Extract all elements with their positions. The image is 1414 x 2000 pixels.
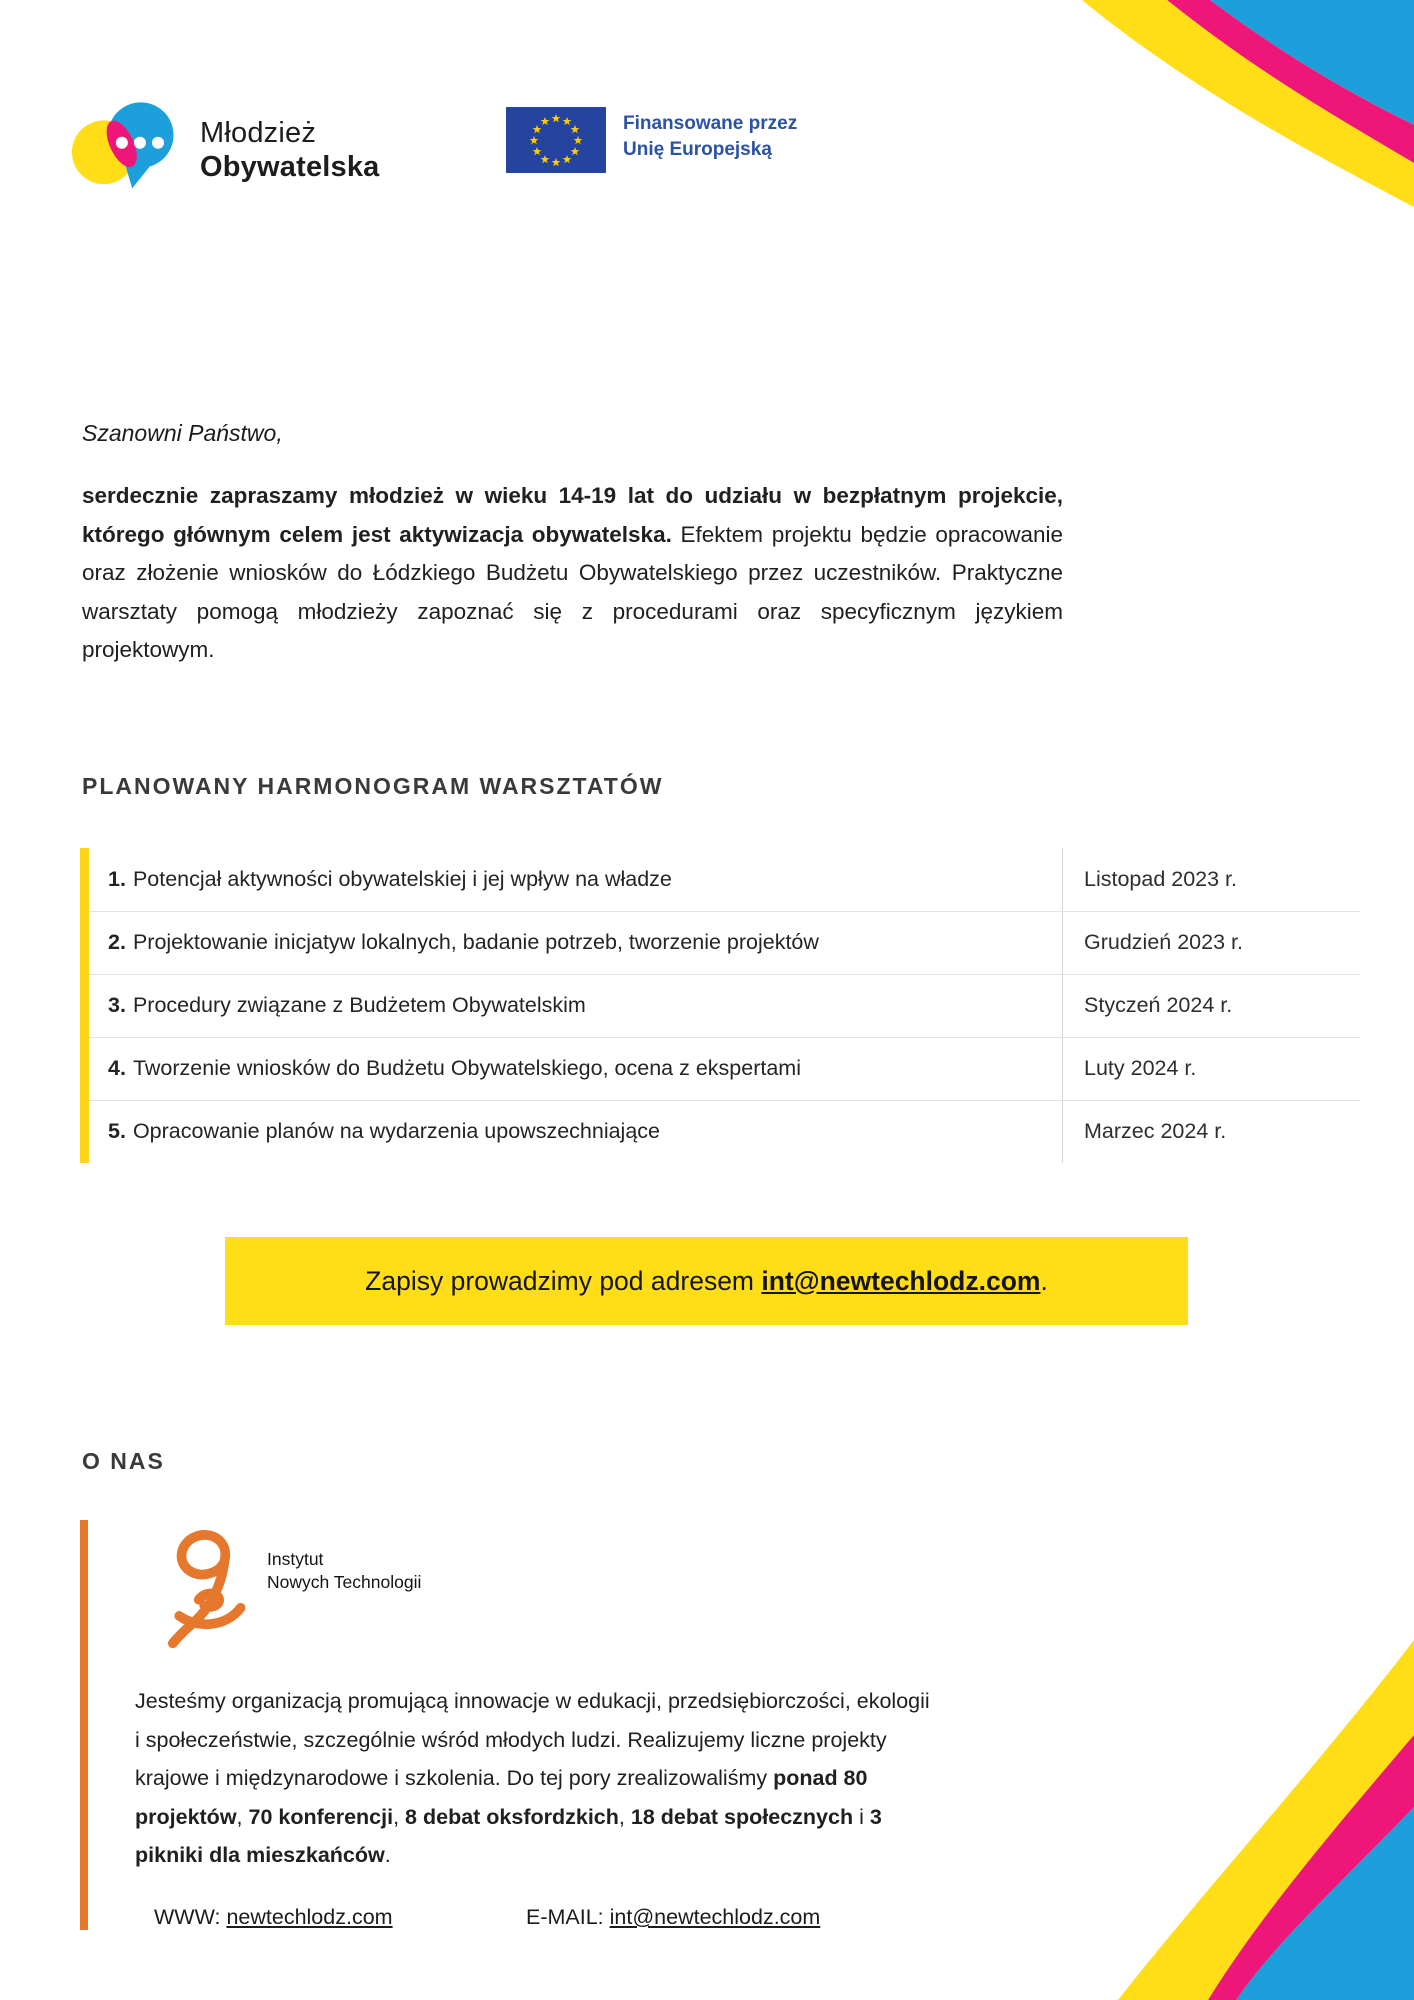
int-logo-icon	[155, 1516, 260, 1656]
www-link[interactable]: newtechlodz.com	[226, 1905, 393, 1929]
about-title: O NAS	[82, 1448, 165, 1474]
email-row	[526, 1905, 820, 1930]
workshop-date: Luty 2024 r.	[1084, 1056, 1197, 1080]
lead-bold-text: serdecznie zapraszamy młodzież w wieku 14-19 lat do udziału w bezpłatnym projekcie, którego głównym celem jest aktywizacja obywatelska.	[82, 483, 1063, 547]
brand-wordmark	[200, 116, 380, 184]
int-org-line1: Instytut	[267, 1549, 324, 1569]
brand-line2: Obywatelska	[200, 151, 380, 183]
workshop-date: Grudzień 2023 r.	[1084, 930, 1243, 954]
schedule-table	[80, 848, 1360, 1163]
workshop-topic: 5. Opracowanie planów na wydarzenia upowszechniające	[108, 1119, 661, 1143]
eu-funding-line2: Unię Europejską	[623, 139, 772, 160]
signup-text: Zapisy prowadzimy pod adresem int@newtechlodz.com.	[365, 1265, 1048, 1296]
lead-paragraph	[82, 477, 1063, 670]
workshop-date: Styczeń 2024 r.	[1084, 993, 1233, 1017]
schedule-title: PLANOWANY HARMONOGRAM WARSZTATÓW	[82, 773, 664, 799]
footer-contact	[154, 1905, 821, 1930]
brand-logo-icon	[65, 92, 177, 191]
int-org-line2: Nowych Technologii	[267, 1572, 422, 1592]
about-accent-bar	[80, 1520, 88, 1930]
corner-decoration-bottom-right	[854, 1610, 1414, 2000]
table-row	[89, 1100, 1360, 1163]
eu-funding-line1: Finansowane przez	[623, 113, 798, 134]
int-org-name	[267, 1548, 421, 1594]
workshop-date: Listopad 2023 r.	[1084, 867, 1238, 891]
workshop-topic: 3. Procedury związane z Budżetem Obywatelskim	[108, 993, 586, 1017]
table-row	[89, 848, 1360, 912]
www-row	[154, 1905, 393, 1929]
workshop-date: Marzec 2024 r.	[1084, 1119, 1227, 1143]
table-row	[89, 911, 1360, 975]
workshop-topic: 4. Tworzenie wniosków do Budżetu Obywatelskiego, ocena z ekspertami	[108, 1056, 801, 1080]
brand-line1: Młodzież	[200, 117, 317, 149]
greeting-text: Szanowni Państwo,	[82, 420, 283, 446]
eu-funding-text	[623, 111, 797, 163]
signup-banner	[225, 1237, 1188, 1325]
schedule-accent-bar	[80, 848, 89, 1163]
workshop-topic: 2. Projektowanie inicjatyw lokalnych, badanie potrzeb, tworzenie projektów	[108, 930, 819, 954]
workshop-topic: 1. Potencjał aktywności obywatelskiej i jej wpływ na władze	[108, 867, 672, 891]
lead-rest-text: Efektem projektu będzie opracowanie oraz złożenie wniosków do Łódzkiego Budżetu Obywatelskiego przez uczestników. Praktyczne warsztaty pomogą młodzieży zapoznać się z procedurami oraz specyficznym językiem projektowym.	[82, 521, 1063, 662]
www-label: WWW:	[154, 1905, 221, 1929]
signup-email-link[interactable]: int@newtechlodz.com	[761, 1265, 1041, 1296]
table-row	[89, 974, 1360, 1038]
table-row	[89, 1037, 1360, 1101]
email-label: E-MAIL:	[526, 1905, 604, 1929]
eu-flag-icon	[505, 107, 607, 173]
corner-decoration-top-right	[854, 0, 1414, 270]
about-paragraph: Jesteśmy organizacją promującą innowacje w edukacji, przedsiębiorczości, ekologii i społeczeństwie, szczególnie wśród młodych ludzi. Realizujemy liczne projekty krajowe i międzynarodowe i szkolenia. Do tej pory zrealizowaliśmy ponad 80 projektów, 70 konferencji, 8 debat oksfordzkich, 18 debat społecznych i 3 pikniki dla mieszkańców.	[135, 1689, 930, 1867]
email-link[interactable]: int@newtechlodz.com	[609, 1905, 821, 1929]
